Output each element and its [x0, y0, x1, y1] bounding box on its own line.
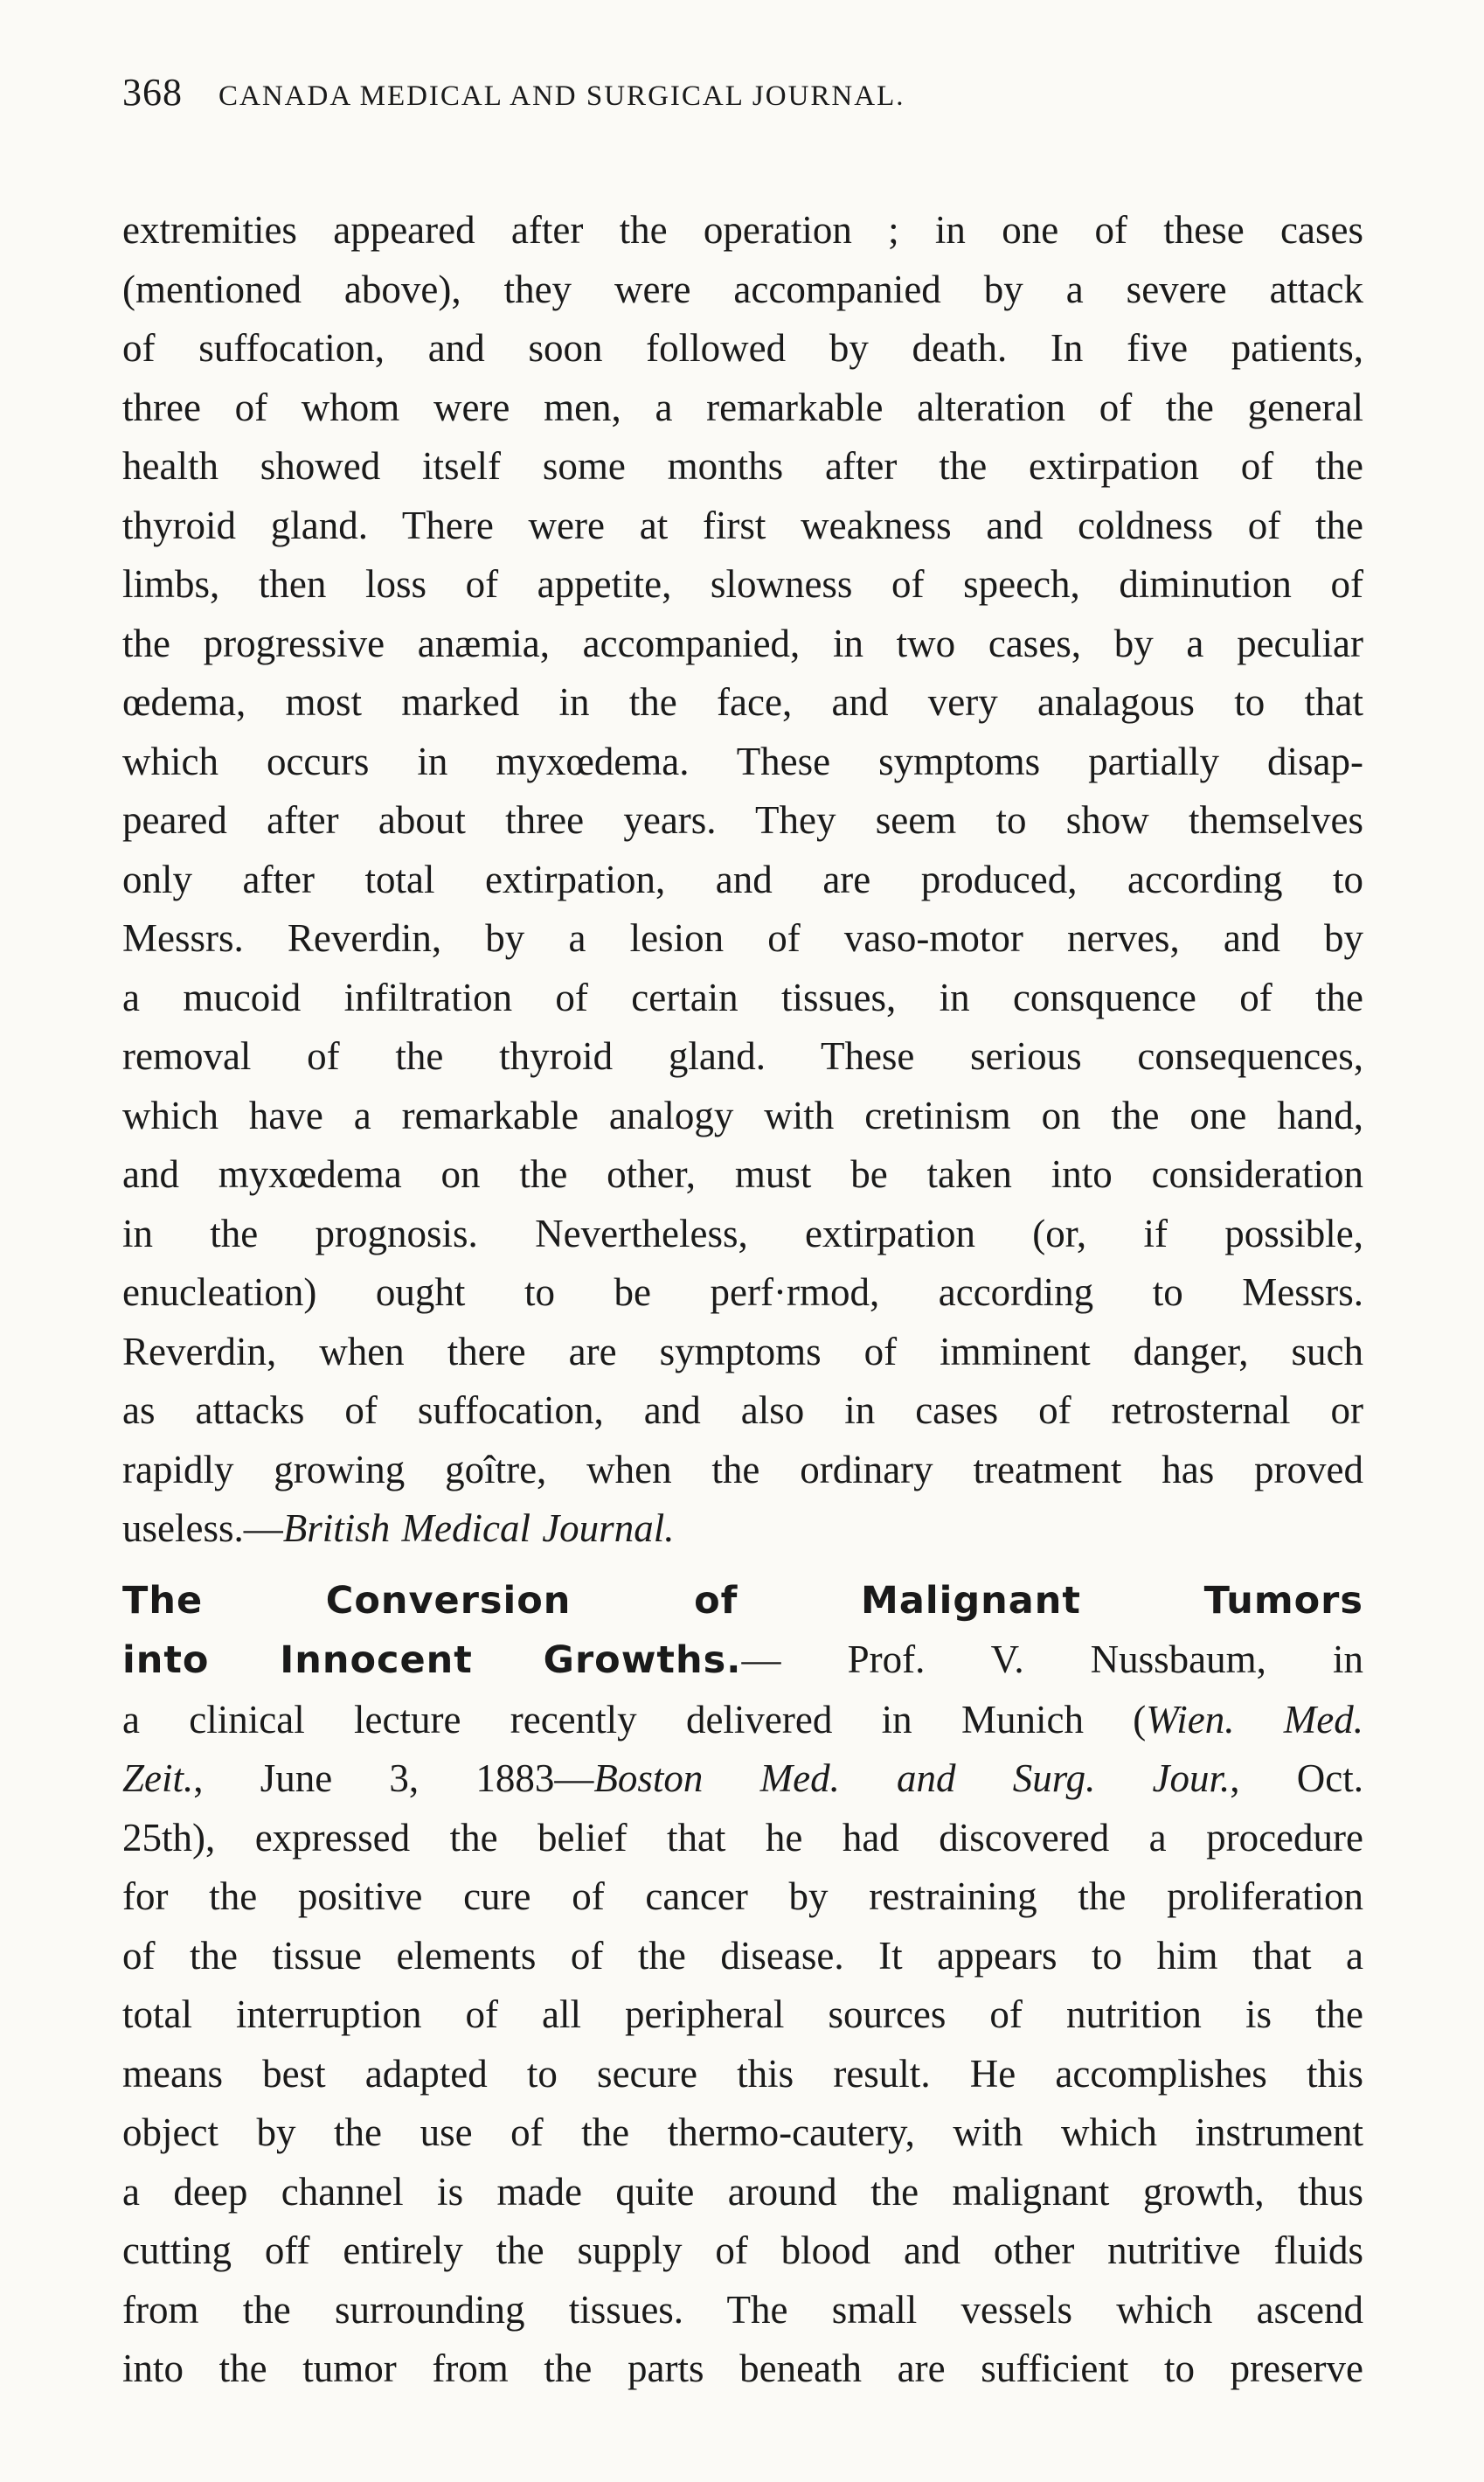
- text-line: limbs, then loss of appetite, slowness of speech, diminution of: [122, 562, 1363, 606]
- text-fragment: , Oct.: [1230, 1756, 1363, 1800]
- text-line: removal of the thyroid gland. These serious consequences,: [122, 1034, 1363, 1078]
- citation-italic: Wien. Med.: [1146, 1697, 1363, 1742]
- text-line: Reverdin, when there are symptoms of imminent danger, such: [122, 1329, 1363, 1373]
- text-line: only after total extirpation, and are produced, according to: [122, 857, 1363, 901]
- source-citation-line: [122, 1499, 1363, 1559]
- article-heading: The Conversion of Malignant Tumors: [122, 1578, 1363, 1623]
- article-thyroid-continuation: [122, 201, 1363, 2399]
- text-line: œdema, most marked in the face, and very analagous to that: [122, 680, 1363, 724]
- article-malignant-tumors: [122, 1571, 1363, 2399]
- text-line: as attacks of suffocation, and also in cases of retrosternal or: [122, 1388, 1363, 1432]
- heading-line: [122, 1571, 1363, 1631]
- text-line: peared after about three years. They seem to show themselves: [122, 798, 1363, 842]
- page-number: 368: [122, 71, 183, 114]
- text-line: object by the use of the thermo-cautery, with which instrument: [122, 2110, 1363, 2154]
- heading-line: [122, 1630, 1363, 1691]
- citation-italic: Boston Med. and Surg. Jour.: [593, 1756, 1231, 1800]
- text-line: in the prognosis. Nevertheless, extirpation (or, if possible,: [122, 1211, 1363, 1255]
- text-line: rapidly growing goître, when the ordinary treatment has proved: [122, 1447, 1363, 1491]
- text-line: into the tumor from the parts beneath are sufficient to preserve: [122, 2346, 1363, 2390]
- text-line: enucleation) ought to be perf·rmod, according to Messrs.: [122, 1270, 1363, 1314]
- text-fragment: useless.—: [122, 1506, 283, 1550]
- journal-title: CANADA MEDICAL AND SURGICAL JOURNAL.: [218, 80, 905, 112]
- text-fragment: — Prof. V. Nussbaum, in: [741, 1637, 1363, 1681]
- text-line: [122, 1691, 1363, 1750]
- text-line: [122, 1749, 1363, 1809]
- source-citation: British Medical Journal.: [282, 1506, 675, 1550]
- text-line: total interruption of all peripheral sources of nutrition is the: [122, 1992, 1363, 2036]
- text-line: cutting off entirely the supply of blood and other nutritive fluids: [122, 2228, 1363, 2272]
- text-line: extremities appeared after the operation ; in one of these cases: [122, 208, 1363, 252]
- text-line: Messrs. Reverdin, by a lesion of vaso-motor nerves, and by: [122, 916, 1363, 960]
- text-line: three of whom were men, a remarkable alteration of the general: [122, 385, 1363, 429]
- text-line: means best adapted to secure this result. He accomplishes this: [122, 2051, 1363, 2096]
- text-line: which occurs in myxœdema. These symptoms partially disap-: [122, 739, 1363, 783]
- text-line: from the surrounding tissues. The small vessels which ascend: [122, 2287, 1363, 2332]
- text-line: and myxœdema on the other, must be taken into consideration: [122, 1152, 1363, 1196]
- text-line: a deep channel is made quite around the malignant growth, thus: [122, 2169, 1363, 2214]
- text-fragment: , June 3, 1883—: [193, 1756, 594, 1800]
- journal-page: [122, 70, 1363, 2399]
- text-line: 25th), expressed the belief that he had discovered a procedure: [122, 1815, 1363, 1860]
- text-line: which have a remarkable analogy with cretinism on the one hand,: [122, 1093, 1363, 1137]
- text-line: for the positive cure of cancer by restraining the proliferation: [122, 1874, 1363, 1918]
- text-line: of the tissue elements of the disease. It appears to him that a: [122, 1933, 1363, 1978]
- text-fragment: a clinical lecture recently delivered in Munich (: [122, 1697, 1147, 1742]
- citation-italic: Zeit.: [122, 1756, 194, 1800]
- text-line: of suffocation, and soon followed by death. In five patients,: [122, 326, 1363, 370]
- text-line: a mucoid infiltration of certain tissues, in consquence of the: [122, 975, 1363, 1019]
- running-head: [122, 70, 1363, 140]
- text-line: health showed itself some months after the extirpation of the: [122, 444, 1363, 488]
- text-line: (mentioned above), they were accompanied by a severe attack: [122, 267, 1363, 311]
- text-line: the progressive anæmia, accompanied, in two cases, by a peculiar: [122, 621, 1363, 665]
- text-line: thyroid gland. There were at first weakness and coldness of the: [122, 503, 1363, 547]
- article-heading-cont: into Innocent Growths.: [122, 1638, 742, 1682]
